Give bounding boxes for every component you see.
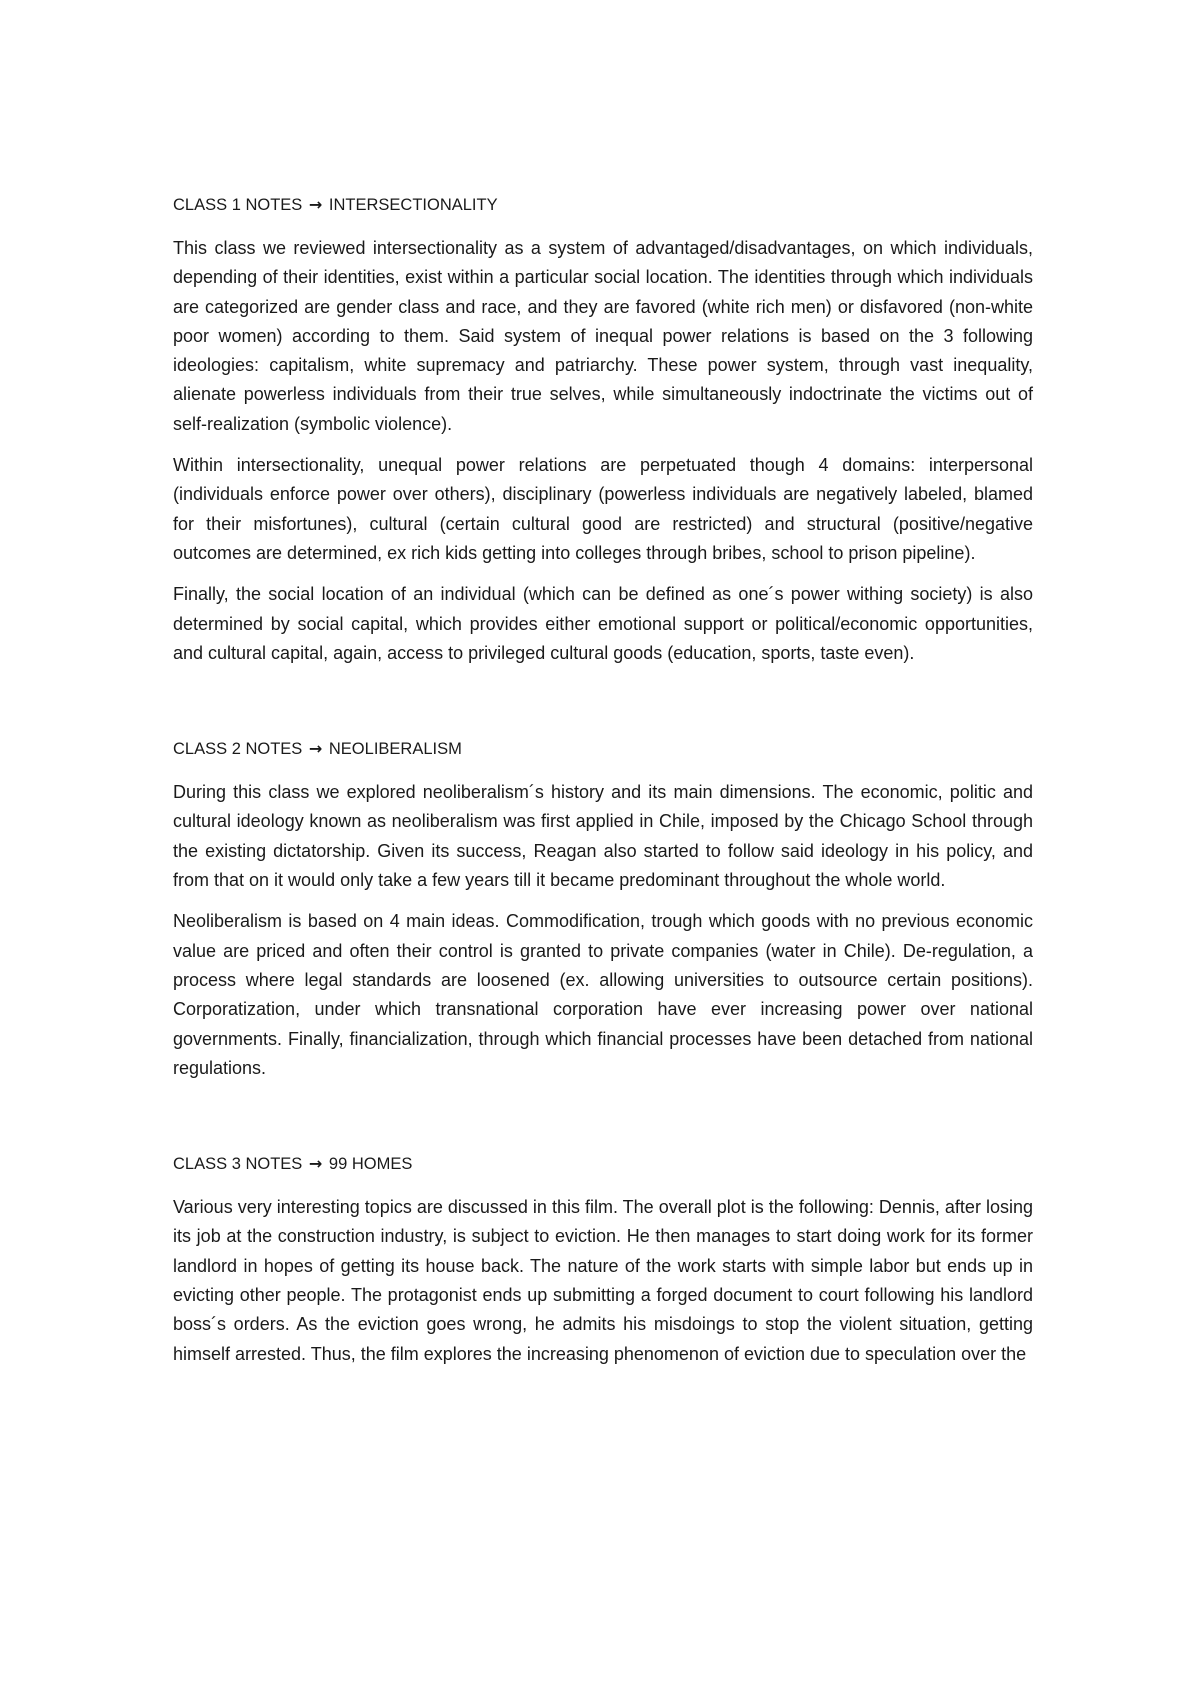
section-spacer — [173, 1095, 1033, 1149]
paragraph: Various very interesting topics are discussed in this film. The overall plot is the following: Dennis, after losing its job at the construction industry, is subject to eviction. He then manages to start doing work for its former landlord in hopes of getting its house back. The nature of the work starts with simple labor but ends up in evicting other people. The protagonist ends up submitting a forged document to court following his landlord boss´s orders. As the eviction goes wrong, he admits his misdoings to stop the violent situation, getting himself arrested. Thus, the film explores the increasing phenomenon of eviction due to speculation over the — [173, 1197, 1033, 1364]
section-heading — [173, 1149, 1033, 1179]
section-spacer — [173, 680, 1033, 734]
section-class-2 — [173, 734, 1033, 1083]
heading-topic: NEOLIBERALISM — [328, 740, 462, 759]
heading-topic: 99 HOMES — [328, 1155, 413, 1174]
section-heading — [173, 190, 1033, 220]
right-arrow-icon: → — [308, 195, 323, 214]
paragraph: Finally, the social location of an individual (which can be defined as one´s power withing society) is also determined by social capital, which provides either emotional support or political/economic opportunities, and cultural capital, again, access to privileged cultural goods (education, sports, taste even). — [173, 584, 1033, 663]
right-arrow-icon: → — [308, 739, 323, 759]
section-heading — [173, 734, 1033, 764]
paragraph: During this class we explored neoliberalism´s history and its main dimensions. The economic, politic and cultural ideology known as neoliberalism was first applied in Chile, imposed by the Chicago School through the existing dictatorship. Given its success, Reagan also started to follow said ideology in his policy, and from that on it would only take a few years till it became predominant throughout the whole world. — [173, 782, 1033, 891]
right-arrow-icon: → — [308, 1154, 323, 1174]
section-class-1 — [173, 190, 1033, 668]
heading-label: CLASS 2 NOTES — [173, 740, 303, 759]
paragraph: Within intersectionality, unequal power relations are perpetuated though 4 domains: interpersonal (individuals enforce power over others), disciplinary (powerless individuals are negatively labeled, blamed for their misfortunes), cultural (certain cultural good are restricted) and structural (positive/negative outcomes are determined, ex rich kids getting into colleges through bribes, school to prison pipeline). — [173, 455, 1033, 563]
heading-topic: INTERSECTIONALITY — [328, 196, 498, 214]
paragraph: Neoliberalism is based on 4 main ideas. Commodification, trough which goods with no previous economic value are priced and often their control is granted to private companies (water in Chile). De-regulation, a process where legal standards are loosened (ex. allowing universities to outsource certain positions). Corporatization, under which transnational corporation have ever increasing power over national governments. Finally, financialization, through which financial processes have been detached from national regulations. — [173, 911, 1033, 1078]
section-class-3 — [173, 1149, 1033, 1369]
paragraph: This class we reviewed intersectionality as a system of advantaged/disadvantages, on which individuals, depending of their identities, exist within a particular social location. The identities through which individuals are categorized are gender class and race, and they are favored (white rich men) or disfavored (non-white poor women) according to them. Said system of inequal power relations is based on the 3 following ideologies: capitalism, white supremacy and patriarchy. These power system, through vast inequality, alienate powerless individuals from their true selves, while simultaneously indoctrinate the victims out of self-realization (symbolic violence). — [173, 238, 1033, 434]
document-body — [173, 190, 1033, 1381]
heading-label: CLASS 1 NOTES — [173, 196, 303, 214]
heading-label: CLASS 3 NOTES — [173, 1155, 303, 1174]
